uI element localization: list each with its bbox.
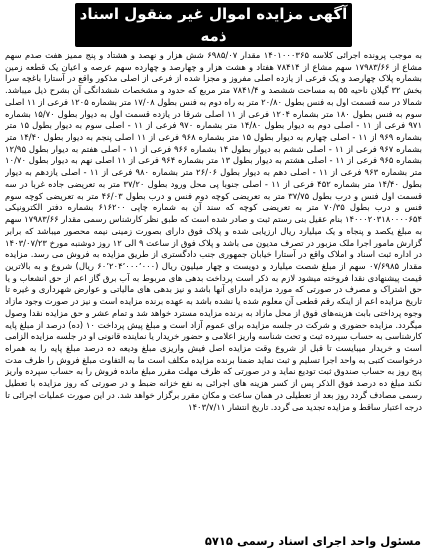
notice-title: آگهی مزایده اموال غیر منقول اسناد ذمه [75,3,352,47]
notice-body: به موجب پرونده اجرائی کلاسه ۱۴۰۱۰۰۰۳۶۵ مقدار ۶۹۸۵/۰۷ شش هزار و نهصد و هشتاد و پنج ممیز هفت صدم سهم مشاع از ۱۷۹۸۳/۶۶ سهم مشاع از ۷۸۴۱۴ هفتاد و هشت هزار و چهارصد و چهارده سهم عرصه و اعیان یک قطعه زمین بشماره پلاک چهارصد و یک فرعی از یازده اصلی مفروز و مجزا شده از فرعی از اصلی مذکور واقع در آستارا باغچه سرا بخش ۳۲ گیلان ناحیه ۵۵ به مساحت ششصد و ۷۸۴۱/۴ متر مربع که حدود و مشخصات ششدانگی آن بشرح ذیل میباشد. شمالا در سه قسمت اول به فنس بطول ۲۰/۸۰ متر به راه دوم به فنس بطول ۱۷/۰۸ متر بشماره ۱۲۰۵ فرعی از ۱۱ اصلی سوم به فنس بطول ۱۸۰ متر بشماره ۱۲۰۴ فرعی از ۱۱ اصلی شرقا در یازده قسمت اول به دیوار بطول ۱۵/۷۰ بشماره ۹۷۱ فرعی از ۱۱ - اصلی دوم به دیوار بطول ۱۴/۸۰ متر بشماره ۹۷۰ فرعی از ۱۱ - اصلی سوم به دیوار بطول ۱۵ متر بشماره ۹۶۹ از ۱۱ - اصلی چهارم به دیوار بطول ۱۵ متر بشماره ۹۶۸ فرعی از ۱۱ اصلی پنجم به دیوار بطول ۱۴/۴۰ متر بشماره ۹۶۷ فرعی از ۱۱ - اصلی ششم به دیوار بطول ۱۴ بشماره ۹۶۶ فرعی از ۱۱ - اصلی هفتم به دیوار بطول ۱۲/۹۵ بشماره ۹۶۵ فرعی از ۱۱ - اصلی هشتم به دیوار بطول ۱۳ متر بشماره ۹۶۴ فرعی از ۱۱ اصلی نهم به دیوار بطول ۱۰/۷۰ متر بشماره ۹۶۳ فرعی از ۱۱ - اصلی دهم به دیوار بطول ۲۶/۰۶ متر بشماره ۹۸۰ فرعی از ۱۱ - اصلی یازدهم به دیوار بطول ۱۴/۴۰ متر بشماره ۴۵۲ فرعی از ۱۱ - اصلی جنوبا پی محل ورود بطول ۳۷/۲۰ متر به تعریضی جاده غربا در سه قسمت اول فنس و درب بطول ۳۷/۷۵ متر به تعریضی کوچه دوم فنس و درب بطول ۴۶/۰۳ متر به تعریضی کوچه سوم فنس و درب بطول ۷۰/۳۵ متر به تعریضی کوچه که سند آن به شماره چاپی ۶۱۶۲۰۰ بشماره دفتر الکترونیکی ۱۴۰۰۰۲۰۳۱۸۰۰۰۰۶۵۴ بنام عقیل بنی رستم ثبت و صادر شده است که طبق نظر کارشناس رسمی مقدار ۱۷۹۸۳/۶۶ سهم به مبلغ یکصد و پنجاه و یک میلیارد ریال ارزیابی شده و پلاک فوق دارای بصورت زمینی نیمه محصور میباشد که برابر گزارش مامور اجرا ملک مزبور در تصرف مدیون می باشد و پلاک فوق از ساعت ۹ الی ۱۲ روز دوشنبه مورخ ۱۴۰۳/۰۷/۲۳ در اداره ثبت اسناد و املاک واقع در آستارا خیابان جمهوری جنب دادگستری از طریق مزایده به فروش می رسد. مزایده مقدار ۰۷/۶۹۸۵ سهم از مبلغ شصت میلیارد و دویست و چهار میلیون ریال (۶۰٬۲۰۴٬۰۰۰٬۰۰۰ ریال) شروع و به بالاترین قیمت پیشنهادی نقدا فروخته میشود لازم به ذکر است پرداخت بدهی های مربوط به آب برق گاز اعم از حق انشعاب و یا حق اشتراک و مصرف در صورتی که مورد مزایده دارای آنها باشد و نیز بدهی های مالیاتی و عوارض شهرداری و غیره تا تاریخ مزایده اعم از اینکه رقم قطعی آن معلوم شده یا نشده باشد به عهده برنده مزایده است و نیز در صورت وجود مازاد وجوه پرداختی بابت هزینه‌های فوق از محل مازاد به برنده مزایده مسترد خواهد شد و تمام عشر و حق مزایده نقدا وصول میگردد. مزایده حضوری و شرکت در جلسه مزایده برای عموم آزاد است و مبلغ پیش پرداخت ۱۰ (ده) درصد از مبلغ پایه کارشناسی به حساب سپرده ثبت و تحت شناسه واریز اعلامی و حضور خریدار یا نماینده قانونی او در جلسه مزایده الزامی است و خریدار میبایست تا قبل از شروع وقت مزایده اصل فیش واریزی مبلغ ودیعه ده درصد مبلغ پایه را به همراه درخواست کتبی به واحد اجرا تسلیم و ثبت نماید ضمنا برنده مزایده مکلف است ما به التفاوت مبلغ فروش را ظرف مدت پنج روز به حساب صندوق ثبت تودیع نماید و در صورتی که ظرف مهلت مقرر مبلغ مانده فروش را به حساب سپرده واریز نکند مبلغ ده درصد فوق الذکر پس از کسر هزینه های اجرائی به نفع خزانه ضبط و در صورتی که روز مزایده با تعطیل رسمی مصادف گردد روز بعد از تعطیلی در همان ساعت و مکان مقرر برگزار خواهد شد. در این صورت عملیات اجرائی تا درجه اعتبار ساقط و مزایده تجدید می گردد. تاریخ انتشار ۱۴۰۳/۷/۱۱ [5,50,422,412]
notice-signature: مسئول واحد اجرای اسناد رسمی ۵۷۱۵ [204,534,421,548]
